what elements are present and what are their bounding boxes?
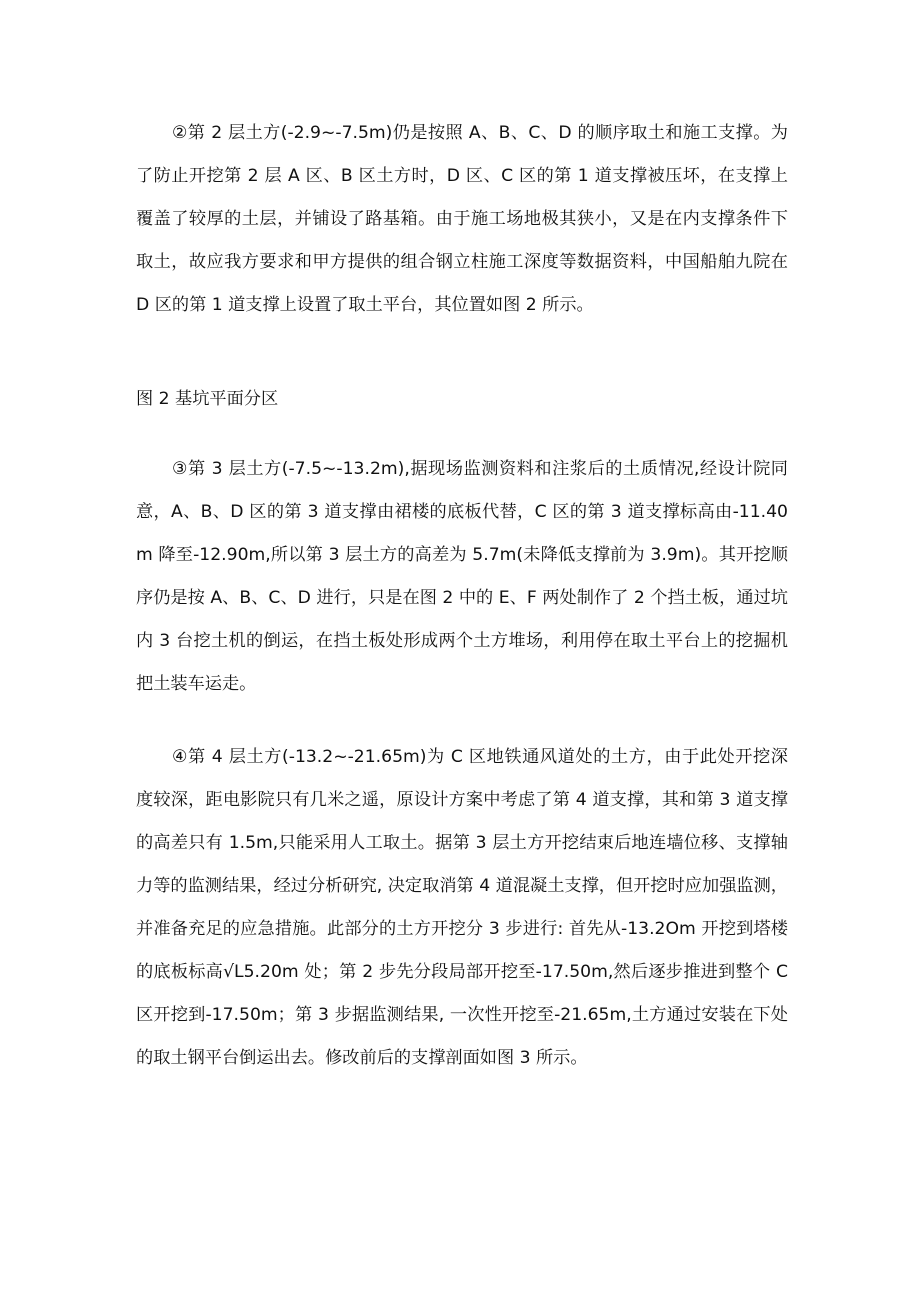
paragraph-layer-4-earthwork: ④第 4 层土方(-13.2~-21.65m)为 C 区地铁通风道处的土方，由于此处开挖深度较深，距电影院只有几米之遥，原设计方案中考虑了第 4 道支撑，其和第 3 道支撑的高差只有 1.5m,只能采用人工取土。据第 3 层土方开挖结束后地连墙位移、支撑轴力等的监测结果，经过分析研究, 决定取消第 4 道混凝土支撑，但开挖时应加强监测，并准备充足的应急措施。此部分的土方开挖分 3 步进行: 首先从-13.2Om 开挖到塔楼的底板标高√L5.20m 处；第 2 步先分段局部开挖至-17.50m,然后逐步推进到整个 C 区开挖到-17.50m；第 3 步据监测结果, 一次性开挖至-21.65m,土方通过安装在下处的取土钢平台倒运出去。修改前后的支撑剖面如图 3 所示。 bbox=[136, 747, 788, 1068]
figure-2-caption: 图 2 基坑平面分区 bbox=[136, 389, 279, 409]
paragraph-layer-2-earthwork: ②第 2 层土方(-2.9~-7.5m)仍是按照 A、B、C、D 的顺序取土和施工支撑。为了防止开挖第 2 层 A 区、B 区土方时，D 区、C 区的第 1 道支撑被压坏，在支撑上覆盖了较厚的土层，并铺设了路基箱。由于施工场地极其狭小，又是在内支撑条件下取土，故应我方要求和甲方提供的组合钢立柱施工深度等数据资料，中国船舶九院在 D 区的第 1 道支撑上设置了取土平台，其位置如图 2 所示。 bbox=[136, 123, 788, 315]
paragraph-layer-3-earthwork: ③第 3 层土方(-7.5~-13.2m),据现场监测资料和注浆后的土质情况,经设计院同意，A、B、D 区的第 3 道支撑由裙楼的底板代替，C 区的第 3 道支撑标高由-11.40m 降至-12.90m,所以第 3 层土方的高差为 5.7m(未降低支撑前为 3.9m)。其开挖顺序仍是按 A、B、C、D 进行，只是在图 2 中的 E、F 两处制作了 2 个挡土板，通过坑内 3 台挖土机的倒运，在挡土板处形成两个土方堆场，利用停在取土平台上的挖掘机把土装车运走。 bbox=[136, 459, 788, 694]
